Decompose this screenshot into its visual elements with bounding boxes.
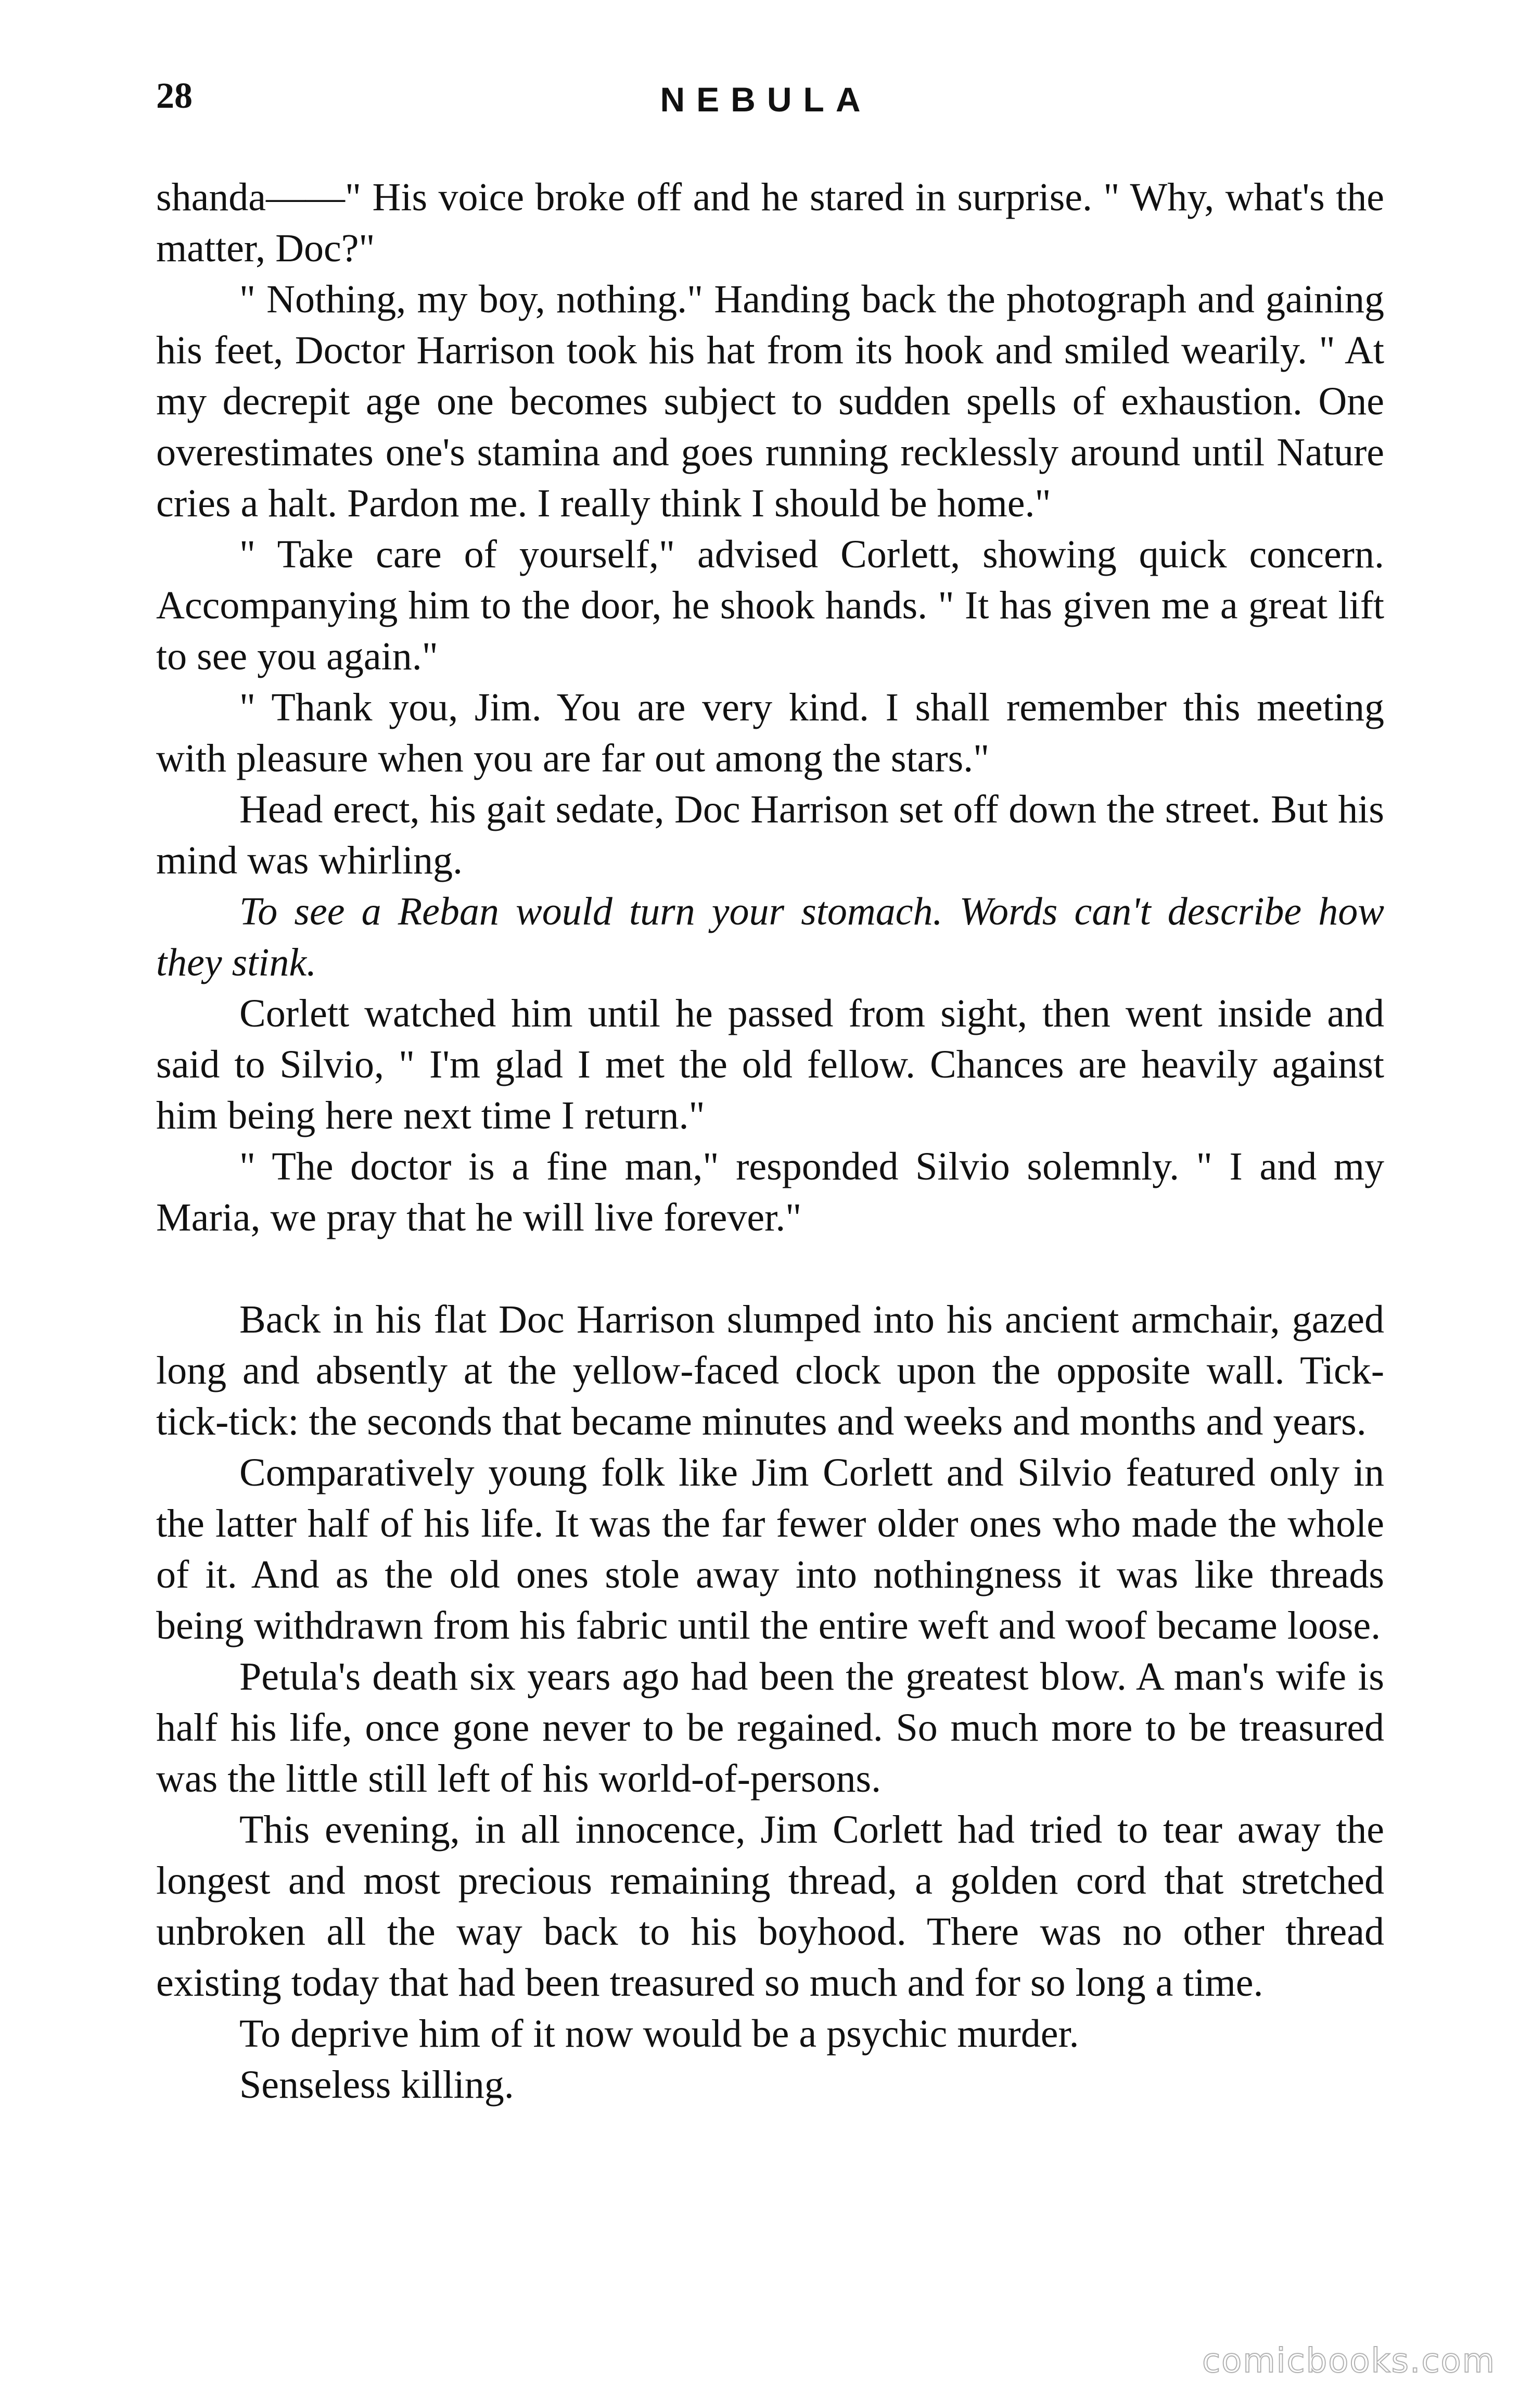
paragraph: This evening, in all innocence, Jim Corlett had tried to tear away the longest and most precious remaining thread, a golden cord that stretched unbroken all the way back to his boyhood. There was no other thread existing today that had been treasured so much and for so long a time. xyxy=(156,1808,1384,2005)
paragraph: Petula's death six years ago had been the greatest blow. A man's wife is half his life, once gone never to be regained. So much more to be treasured was the little still left of his world-of-persons. xyxy=(156,1655,1384,1801)
paragraph: " Thank you, Jim. You are very kind. I shall remember this meeting with pleasure when you are far out among the stars." xyxy=(156,686,1384,780)
watermark: comicbooks.com xyxy=(1202,2342,1496,2380)
paragraph: Head erect, his gait sedate, Doc Harrison set off down the street. But his mind was whirling. xyxy=(156,788,1384,882)
paragraph: " Take care of yourself," advised Corlett, showing quick concern. Accompanying him to the door, he shook hands. " It has given me a great lift to see you again." xyxy=(156,533,1384,678)
paragraph: " Nothing, my boy, nothing." Handing back the photograph and gaining his feet, Doctor Harrison took his hat from its hook and smiled wearily. " At my decrepit age one becomes subject to sudden spells of exhaustion. One overestimates one's stamina and goes running recklessly around until Nature cries a halt. Pardon me. I really think I should be home." xyxy=(156,277,1384,525)
running-title: NEBULA xyxy=(660,80,872,119)
paragraph: shanda——" His voice broke off and he stared in surprise. " Why, what's the matter, Doc?" xyxy=(156,175,1384,270)
paragraph: Senseless killing. xyxy=(239,2063,514,2107)
paragraph: Corlett watched him until he passed from sight, then went inside and said to Silvio, " I'm glad I met the old fellow. Chances are heavily against him being here next time I return." xyxy=(156,992,1384,1137)
page-number: 28 xyxy=(156,76,193,116)
paragraph: To deprive him of it now would be a psychic murder. xyxy=(239,2012,1079,2056)
paragraph: Back in his flat Doc Harrison slumped into his ancient armchair, gazed long and absently at the yellow-faced clock upon the opposite wall. Tick-tick-tick: the seconds that became minutes and weeks and months and years. xyxy=(156,1298,1384,1443)
paragraph: Comparatively young folk like Jim Corlett and Silvio featured only in the latter half of his life. It was the far fewer older ones who made the whole of it. And as the old ones stole away into nothingness it was like threads being withdrawn from his fabric until the entire weft and woof became loose. xyxy=(156,1451,1384,1647)
body-text xyxy=(156,172,1384,2110)
paragraph-italic: To see a Reban would turn your stomach. Words can't describe how they stink. xyxy=(156,890,1384,984)
paragraph: " The doctor is a fine man," responded Silvio solemnly. " I and my Maria, we pray that he will live forever." xyxy=(156,1145,1384,1239)
